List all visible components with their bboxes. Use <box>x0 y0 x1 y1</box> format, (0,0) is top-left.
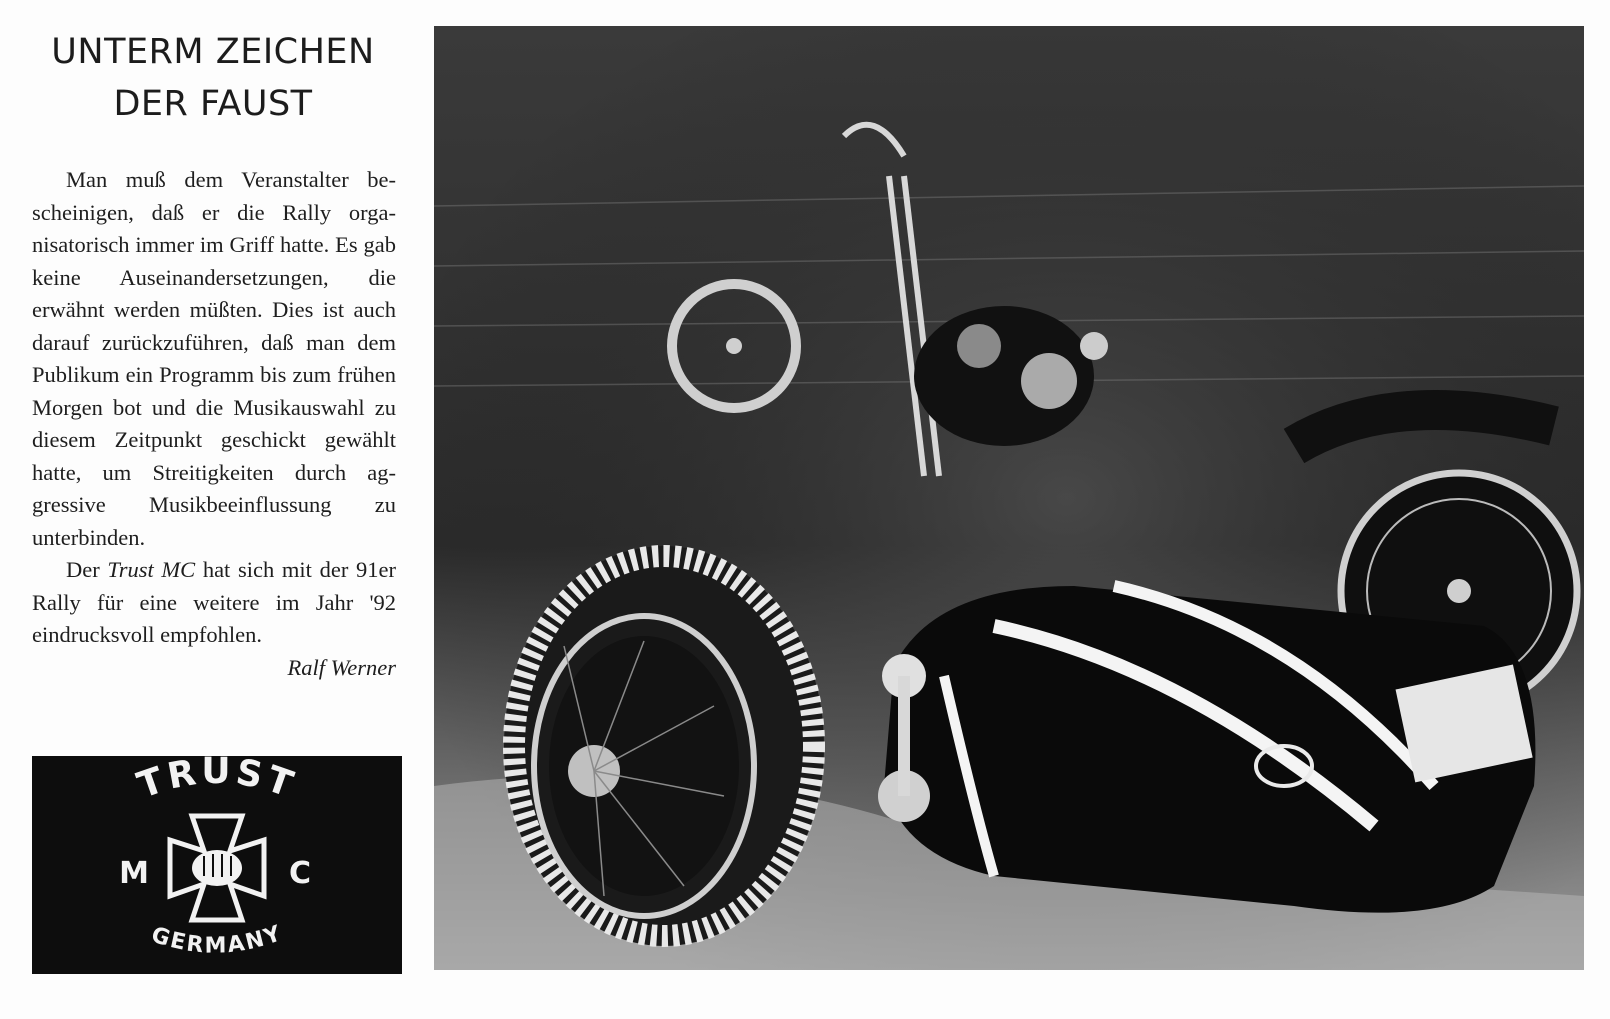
article-paragraph-2 <box>32 554 396 652</box>
sidecar-wheel <box>504 546 824 946</box>
article-body <box>32 164 396 684</box>
logo-letter-c: C <box>288 856 312 891</box>
logo-top-text: TRUST <box>132 756 302 807</box>
club-name: Trust MC <box>107 557 196 582</box>
logo-bottom-text: GERMANY <box>148 920 287 959</box>
article-headline <box>30 26 396 130</box>
author-byline: Ralf Werner <box>287 654 396 680</box>
logo-letter-m: M <box>119 856 149 891</box>
fist-icon <box>192 850 242 886</box>
sidecar-body <box>884 586 1535 913</box>
motorcycle-sidecar-photo <box>434 26 1584 970</box>
paragraph-2-start: Der <box>66 557 108 582</box>
headline-line-1: UNTERM ZEICHEN <box>51 32 375 72</box>
trust-mc-logo <box>32 756 402 974</box>
headline-line-2: DER FAUST <box>113 84 313 124</box>
paragraph-2-end: hat sich mit der 91er Rally für eine weitere im Jahr '92 eindrucksvoll empfohlen. <box>32 557 396 647</box>
iron-cross-fist-icon <box>32 756 402 974</box>
article-paragraph-1: Man muß dem Veranstalter bescheinigen, daß er die Rally organisatorisch immer im Griff hatte. Es gab keine Auseinandersetzungen, die erwähnt werden müßten. Dies ist auch darauf zurückzuführen, daß man dem Publikum ein Programm bis zum frühen Morgen bot und die Musikauswahl zu diesem Zeitpunkt geschickt gewählt hatte, um Streitigkeiten durch aggressive Musikbeeinflussung zu unterbinden. <box>32 167 396 550</box>
photo-illustration <box>434 26 1584 970</box>
